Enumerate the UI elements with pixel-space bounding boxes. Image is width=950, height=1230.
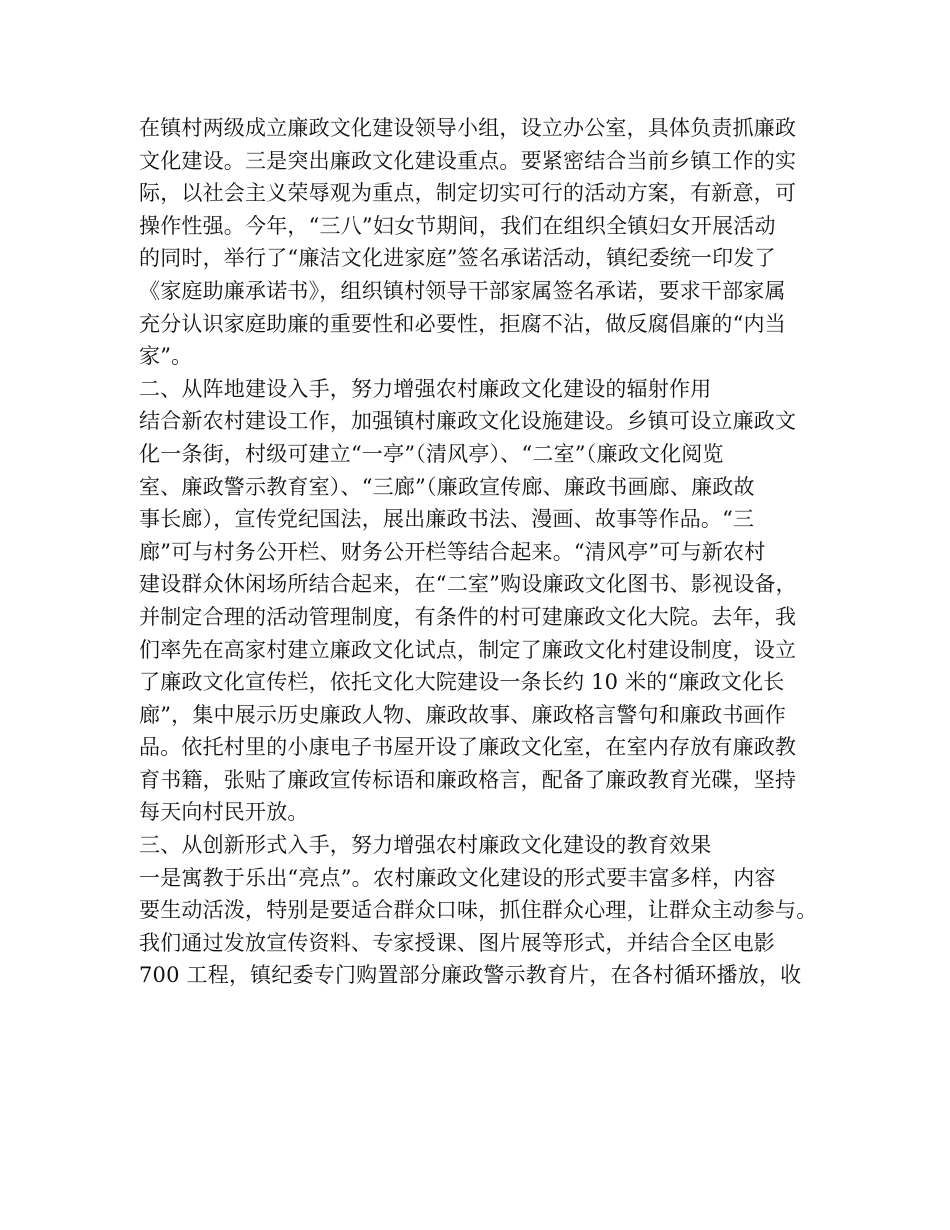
text-line: 要生动活泼，特别是要适合群众口味，抓住群众心理，让群众主动参与。	[139, 898, 818, 923]
text-line: 每天向村民开放。	[139, 800, 309, 825]
text-line: 并制定合理的活动管理制度，有条件的村可建廉政文化大院。去年，我	[139, 604, 797, 629]
text-line: 700 工程，镇纪委专门购置部分廉政警示教育片，在各村循环播放，收	[139, 963, 802, 988]
text-line: 文化建设。三是突出廉政文化建设重点。要紧密结合当前乡镇工作的实	[139, 148, 797, 173]
text-line: 廊”，集中展示历史廉政人物、廉政故事、廉政格言警句和廉政书画作	[139, 702, 786, 727]
text-line: 《家庭助廉承诺书》，组织镇村领导干部家属签名承诺，要求干部家属	[139, 278, 786, 303]
text-line: 家”。	[139, 344, 193, 369]
text-line: 育书籍，张贴了廉政宣传标语和廉政格言，配备了廉政教育光碟，坚持	[139, 767, 797, 792]
text-line: 在镇村两级成立廉政文化建设领导小组，设立办公室，具体负责抓廉政	[139, 116, 797, 140]
text-line: 廊”可与村务公开栏、财务公开栏等结合起来。“清风亭”可与新农村	[139, 539, 766, 564]
text-line: 室、廉政警示教育室）、“三廊”（廉政宣传廊、廉政书画廊、廉政故	[139, 474, 755, 499]
text-line: 们率先在高家村建立廉政文化试点，制定了廉政文化村建设制度，设立	[139, 637, 797, 662]
text-line: 结合新农村建设工作，加强镇村廉政文化设施建设。乡镇可设立廉政文	[139, 409, 797, 434]
section-heading: 二、从阵地建设入手，努力增强农村廉政文化建设的辐射作用	[139, 376, 712, 401]
text-line: 事长廊），宣传党纪国法，展出廉政书法、漫画、故事等作品。“三	[139, 507, 755, 532]
text-line: 充分认识家庭助廉的重要性和必要性，拒腐不沾，做反腐倡廉的“内当	[139, 311, 786, 336]
text-line: 际，以社会主义荣辱观为重点，制定切实可行的活动方案，有新意，可	[139, 181, 797, 206]
text-line: 了廉政文化宣传栏，依托文化大院建设一条长约 10 米的“廉政文化长	[139, 670, 785, 695]
text-line: 化一条街，村级可建立“一亭”（清风亭）、“二室”（廉政文化阅览	[139, 441, 724, 466]
section-heading: 三、从创新形式入手，努力增强农村廉政文化建设的教育效果	[139, 833, 712, 858]
text-line: 我们通过发放宣传资料、专家授课、图片展等形式，并结合全区电影	[139, 930, 775, 955]
text-line: 建设群众休闲场所结合起来，在“二室”购设廉政文化图书、影视设备，	[139, 572, 797, 597]
text-line: 一是寓教于乐出“亮点”。农村廉政文化建设的形式要丰富多样，内容	[139, 865, 776, 890]
text-line: 操作性强。今年，“三八”妇女节期间，我们在组织全镇妇女开展活动	[139, 213, 776, 238]
text-line: 的同时，举行了“廉洁文化进家庭”签名承诺活动，镇纪委统一印发了	[139, 246, 776, 271]
body-text	[139, 112, 818, 992]
text-line: 品。依托村里的小康电子书屋开设了廉政文化室，在室内存放有廉政教	[139, 735, 797, 760]
